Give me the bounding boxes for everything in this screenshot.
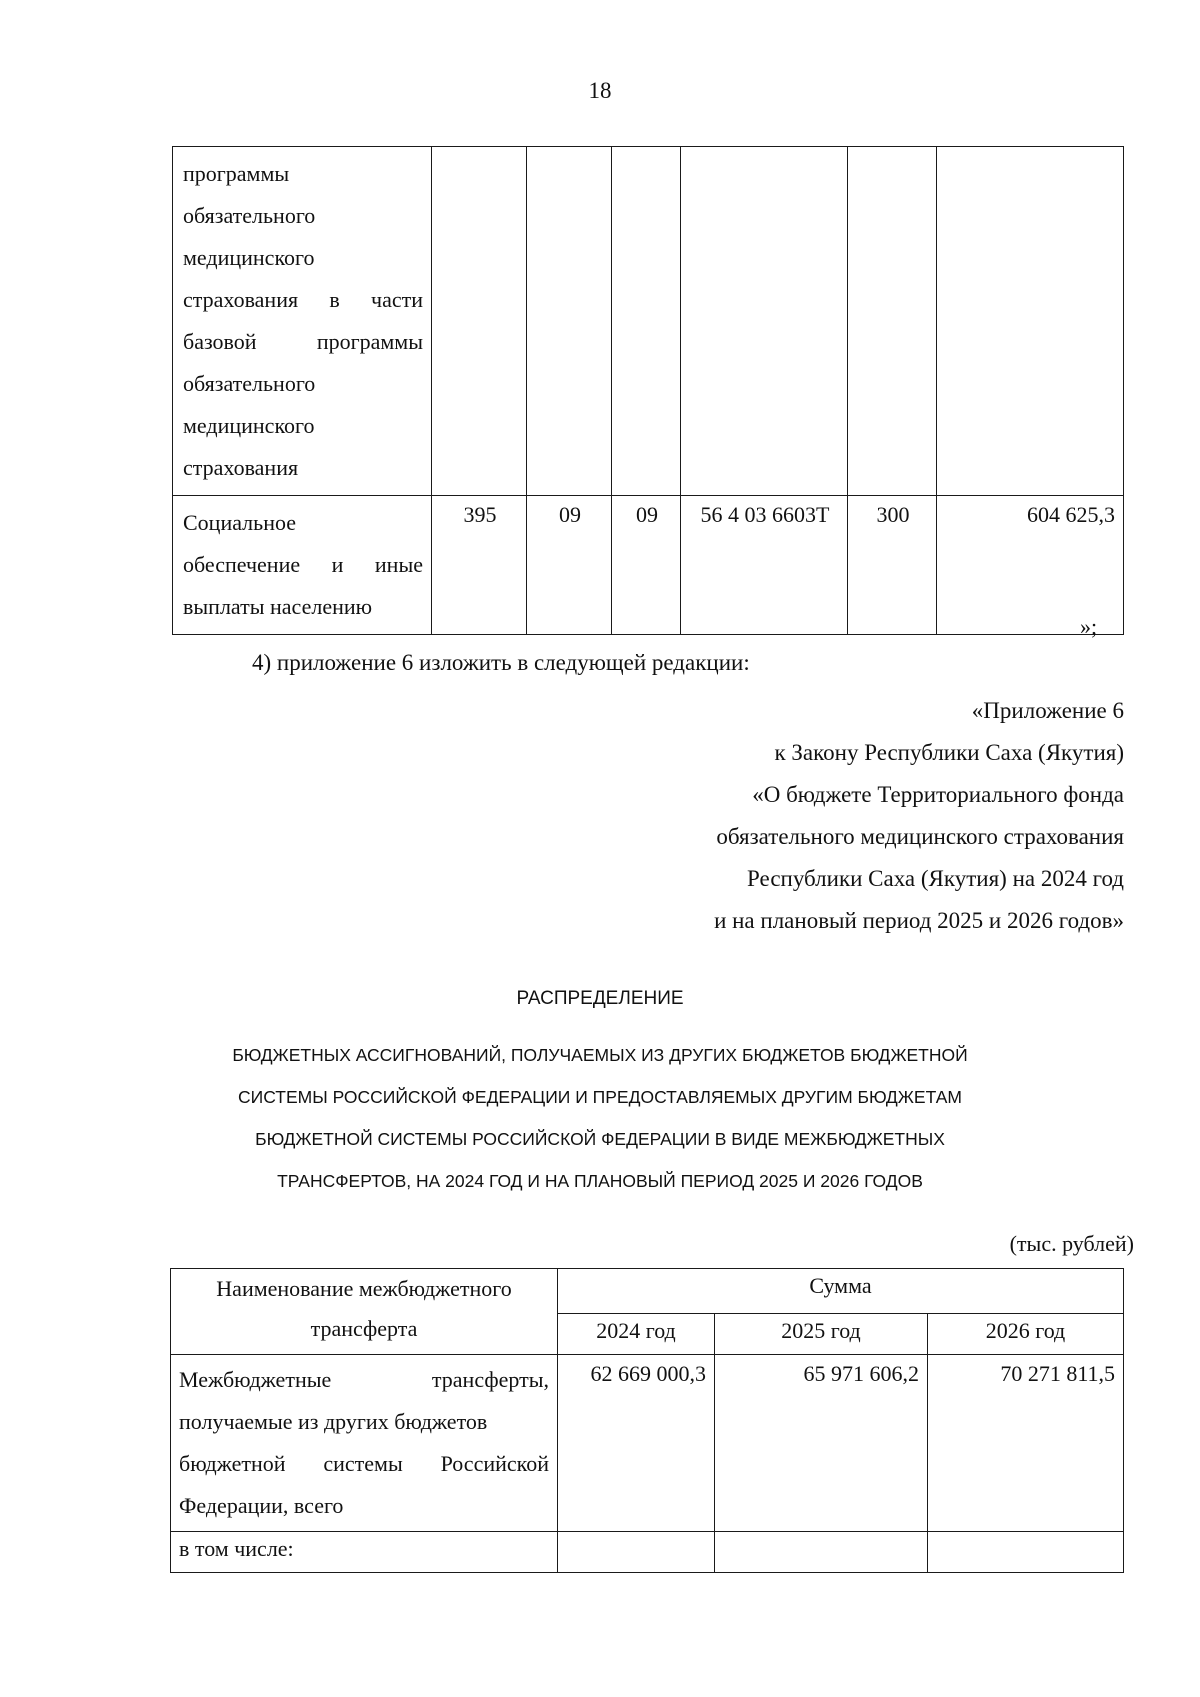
year-cell: 2024 год: [558, 1314, 715, 1355]
appendix-line: «Приложение 6: [971, 698, 1124, 723]
header-sum-cell: Сумма: [558, 1269, 1124, 1314]
code-cell: [432, 147, 527, 496]
name-line: медицинского: [183, 245, 315, 270]
name-line: Социальное: [183, 510, 296, 535]
section-heading: [0, 978, 1200, 1202]
name-line: Федерации, всего: [179, 1493, 344, 1518]
code-cell: 395: [432, 496, 527, 635]
budget-allocation-table: [172, 146, 1124, 635]
value-cell: [928, 1532, 1124, 1573]
target-cell: [681, 147, 848, 496]
name-line: получаемые из других бюджетов: [179, 1409, 488, 1434]
row-name-cell: в том числе:: [171, 1532, 558, 1573]
instruction-text: 4) приложение 6 изложить в следующей редакции:: [252, 650, 750, 675]
value-cell: 62 669 000,3: [558, 1355, 715, 1532]
heading-line: БЮДЖЕТНЫХ АССИГНОВАНИЙ, ПОЛУЧАЕМЫХ ИЗ ДРУГИХ БЮДЖЕТОВ БЮДЖЕТНОЙ: [232, 1045, 968, 1065]
name-line: медицинского: [183, 413, 315, 438]
section-cell: 09: [527, 496, 612, 635]
name-line: обязательного: [183, 203, 316, 228]
name-line: выплаты населению: [183, 594, 373, 619]
table-row: [173, 496, 1124, 635]
year-cell: 2026 год: [928, 1314, 1124, 1355]
table-row: [171, 1355, 1124, 1532]
name-line: программы: [183, 161, 290, 186]
heading-title: РАСПРЕДЕЛЕНИЕ: [516, 988, 684, 1009]
value-cell: 70 271 811,5: [928, 1355, 1124, 1532]
header-row: [171, 1269, 1124, 1314]
section-cell: [527, 147, 612, 496]
row-name-cell: [171, 1355, 558, 1532]
name-line: базовой программы: [183, 329, 423, 354]
amount-cell: 604 625,3: [937, 496, 1124, 635]
value-cell: [715, 1532, 928, 1573]
name-line: обязательного: [183, 371, 316, 396]
name-line: обеспечение и иные: [183, 552, 423, 577]
expense-type-cell: 300: [848, 496, 937, 635]
row-name-cell: [173, 147, 432, 496]
transfer-table: [170, 1268, 1124, 1573]
appendix-line: и на плановый период 2025 и 2026 годов»: [714, 908, 1124, 933]
appendix-reference: [714, 690, 1124, 942]
closing-quote: »;: [1080, 614, 1098, 639]
appendix-line: «О бюджете Территориального фонда: [752, 782, 1124, 807]
target-cell: 56 4 03 6603Т: [681, 496, 848, 635]
units-label: (тыс. рублей): [1009, 1231, 1134, 1256]
heading-line: ТРАНСФЕРТОВ, НА 2024 ГОД И НА ПЛАНОВЫЙ ПЕРИОД 2025 И 2026 ГОДОВ: [277, 1171, 923, 1191]
appendix-line: обязательного медицинского страхования: [716, 824, 1124, 849]
table-row: [171, 1532, 1124, 1573]
header-name-cell: Наименование межбюджетного трансферта: [171, 1269, 558, 1355]
appendix-line: к Закону Республики Саха (Якутия): [774, 740, 1124, 765]
value-cell: [558, 1532, 715, 1573]
heading-line: БЮДЖЕТНОЙ СИСТЕМЫ РОССИЙСКОЙ ФЕДЕРАЦИИ В ВИДЕ МЕЖБЮДЖЕТНЫХ: [255, 1129, 945, 1149]
name-line: страхования: [183, 455, 299, 480]
name-line: Межбюджетные трансферты,: [179, 1367, 549, 1392]
page-number: 18: [588, 78, 612, 103]
expense-type-cell: [848, 147, 937, 496]
amount-cell: [937, 147, 1124, 496]
name-line: бюджетной системы Российской: [179, 1451, 549, 1476]
appendix-line: Республики Саха (Якутия) на 2024 год: [747, 866, 1124, 891]
subsection-cell: 09: [612, 496, 681, 635]
row-name-cell: [173, 496, 432, 635]
heading-line: СИСТЕМЫ РОССИЙСКОЙ ФЕДЕРАЦИИ И ПРЕДОСТАВЛЯЕМЫХ ДРУГИМ БЮДЖЕТАМ: [238, 1087, 962, 1107]
year-cell: 2025 год: [715, 1314, 928, 1355]
subsection-cell: [612, 147, 681, 496]
value-cell: 65 971 606,2: [715, 1355, 928, 1532]
name-line: страхования в части: [183, 287, 423, 312]
table-row: [173, 147, 1124, 496]
